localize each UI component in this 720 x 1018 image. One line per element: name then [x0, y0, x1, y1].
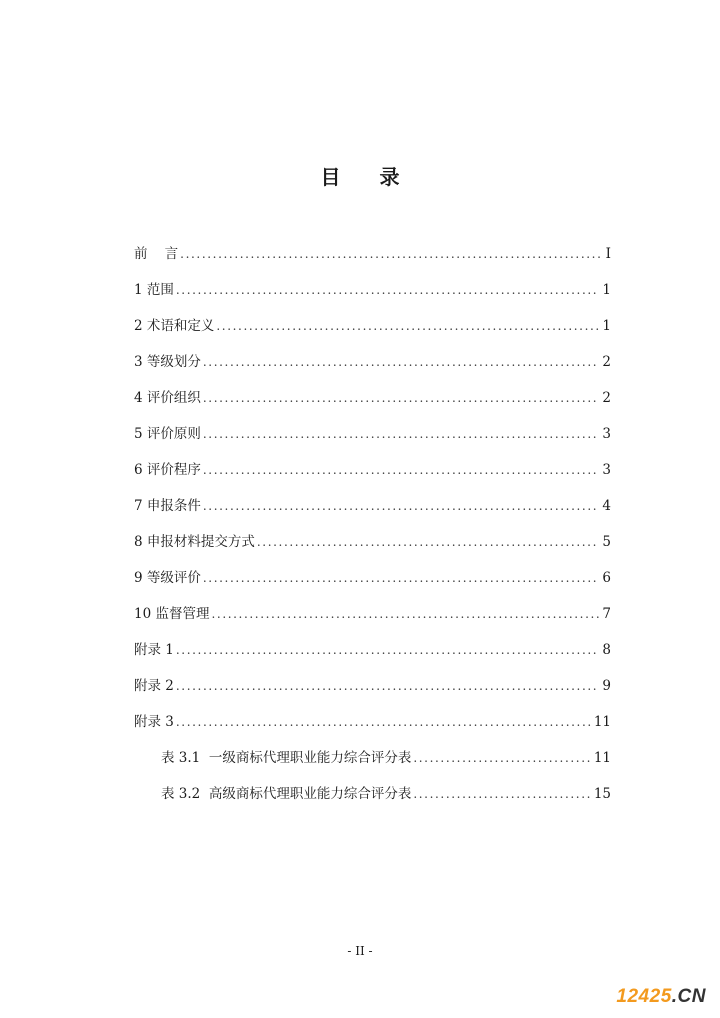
dot-leader [203, 386, 600, 410]
toc-entry-label: 6 评价程序 [134, 462, 201, 478]
page-number-footer: - II - [347, 944, 373, 958]
toc-entry-appendix-1[interactable] [134, 638, 611, 662]
toc-entry-page: 1 [602, 318, 611, 334]
dot-leader [203, 350, 600, 374]
dot-leader [216, 314, 599, 338]
toc-entry-table-3-2[interactable] [161, 782, 611, 806]
toc-entry-page: 3 [602, 462, 611, 478]
dot-leader [413, 746, 590, 770]
watermark-dot: . [671, 986, 678, 1007]
toc-entry-scope[interactable] [134, 278, 611, 302]
page-title: 目 录 [320, 165, 416, 189]
toc-entry-submission[interactable] [134, 530, 611, 554]
toc-entry-grading[interactable] [134, 350, 611, 374]
toc-entry-page: 4 [602, 498, 611, 514]
watermark-suffix: CN [677, 986, 706, 1007]
dot-leader [211, 602, 599, 626]
toc-entry-label: 表 3.1 一级商标代理职业能力综合评分表 [161, 750, 412, 766]
watermark-number: 12425 [616, 986, 672, 1007]
dot-leader [203, 422, 600, 446]
toc-entry-principles[interactable] [134, 422, 611, 446]
dot-leader [176, 674, 600, 698]
toc-entry-label: 4 评价组织 [134, 390, 201, 406]
toc-entry-organization[interactable] [134, 386, 611, 410]
dot-leader [203, 458, 600, 482]
toc-entry-label: 附录 3 [134, 714, 174, 730]
toc-entry-page: 7 [602, 606, 611, 622]
toc-entry-page: 11 [593, 750, 611, 766]
toc-entry-page: 5 [602, 534, 611, 550]
toc-entry-page: 2 [602, 354, 611, 370]
toc-entry-procedure[interactable] [134, 458, 611, 482]
dot-leader [180, 242, 602, 266]
dot-leader [257, 530, 600, 554]
toc-entry-label: 10 监督管理 [134, 606, 210, 622]
toc-entry-page: 11 [593, 714, 611, 730]
dot-leader [176, 710, 591, 734]
toc-entry-page: 9 [602, 678, 611, 694]
toc-entry-label: 2 术语和定义 [134, 318, 215, 334]
toc-entry-page: 8 [602, 642, 611, 658]
toc-entry-label: 表 3.2 高级商标代理职业能力综合评分表 [161, 786, 412, 802]
toc-entry-appendix-2[interactable] [134, 674, 611, 698]
toc-entry-page: 1 [602, 282, 611, 298]
dot-leader [176, 638, 600, 662]
dot-leader [203, 566, 600, 590]
toc-entry-label: 7 申报条件 [134, 498, 201, 514]
dot-leader [413, 782, 590, 806]
toc-entry-supervision[interactable] [134, 602, 611, 626]
toc-entry-label: 1 范围 [134, 282, 174, 298]
toc-entry-terms[interactable] [134, 314, 611, 338]
toc-entry-label: 附录 1 [134, 642, 174, 658]
toc-entry-label: 8 申报材料提交方式 [134, 534, 255, 550]
toc-entry-page: 15 [593, 786, 611, 802]
toc-entry-label: 9 等级评价 [134, 570, 201, 586]
toc-entry-preface[interactable] [134, 242, 611, 266]
toc-entry-page: 3 [602, 426, 611, 442]
toc-entry-label: 5 评价原则 [134, 426, 201, 442]
toc-entry-page: I [605, 246, 611, 262]
toc-entry-label: 前 言 [134, 246, 179, 262]
dot-leader [203, 494, 600, 518]
toc-entry-page: 2 [602, 390, 611, 406]
toc-entry-evaluation[interactable] [134, 566, 611, 590]
dot-leader [176, 278, 600, 302]
toc-entry-page: 6 [602, 570, 611, 586]
toc-entry-label: 附录 2 [134, 678, 174, 694]
site-watermark-logo [616, 986, 706, 1008]
toc-entry-label: 3 等级划分 [134, 354, 201, 370]
toc-entry-conditions[interactable] [134, 494, 611, 518]
toc-entry-appendix-3[interactable] [134, 710, 611, 734]
toc-entry-table-3-1[interactable] [161, 746, 611, 770]
